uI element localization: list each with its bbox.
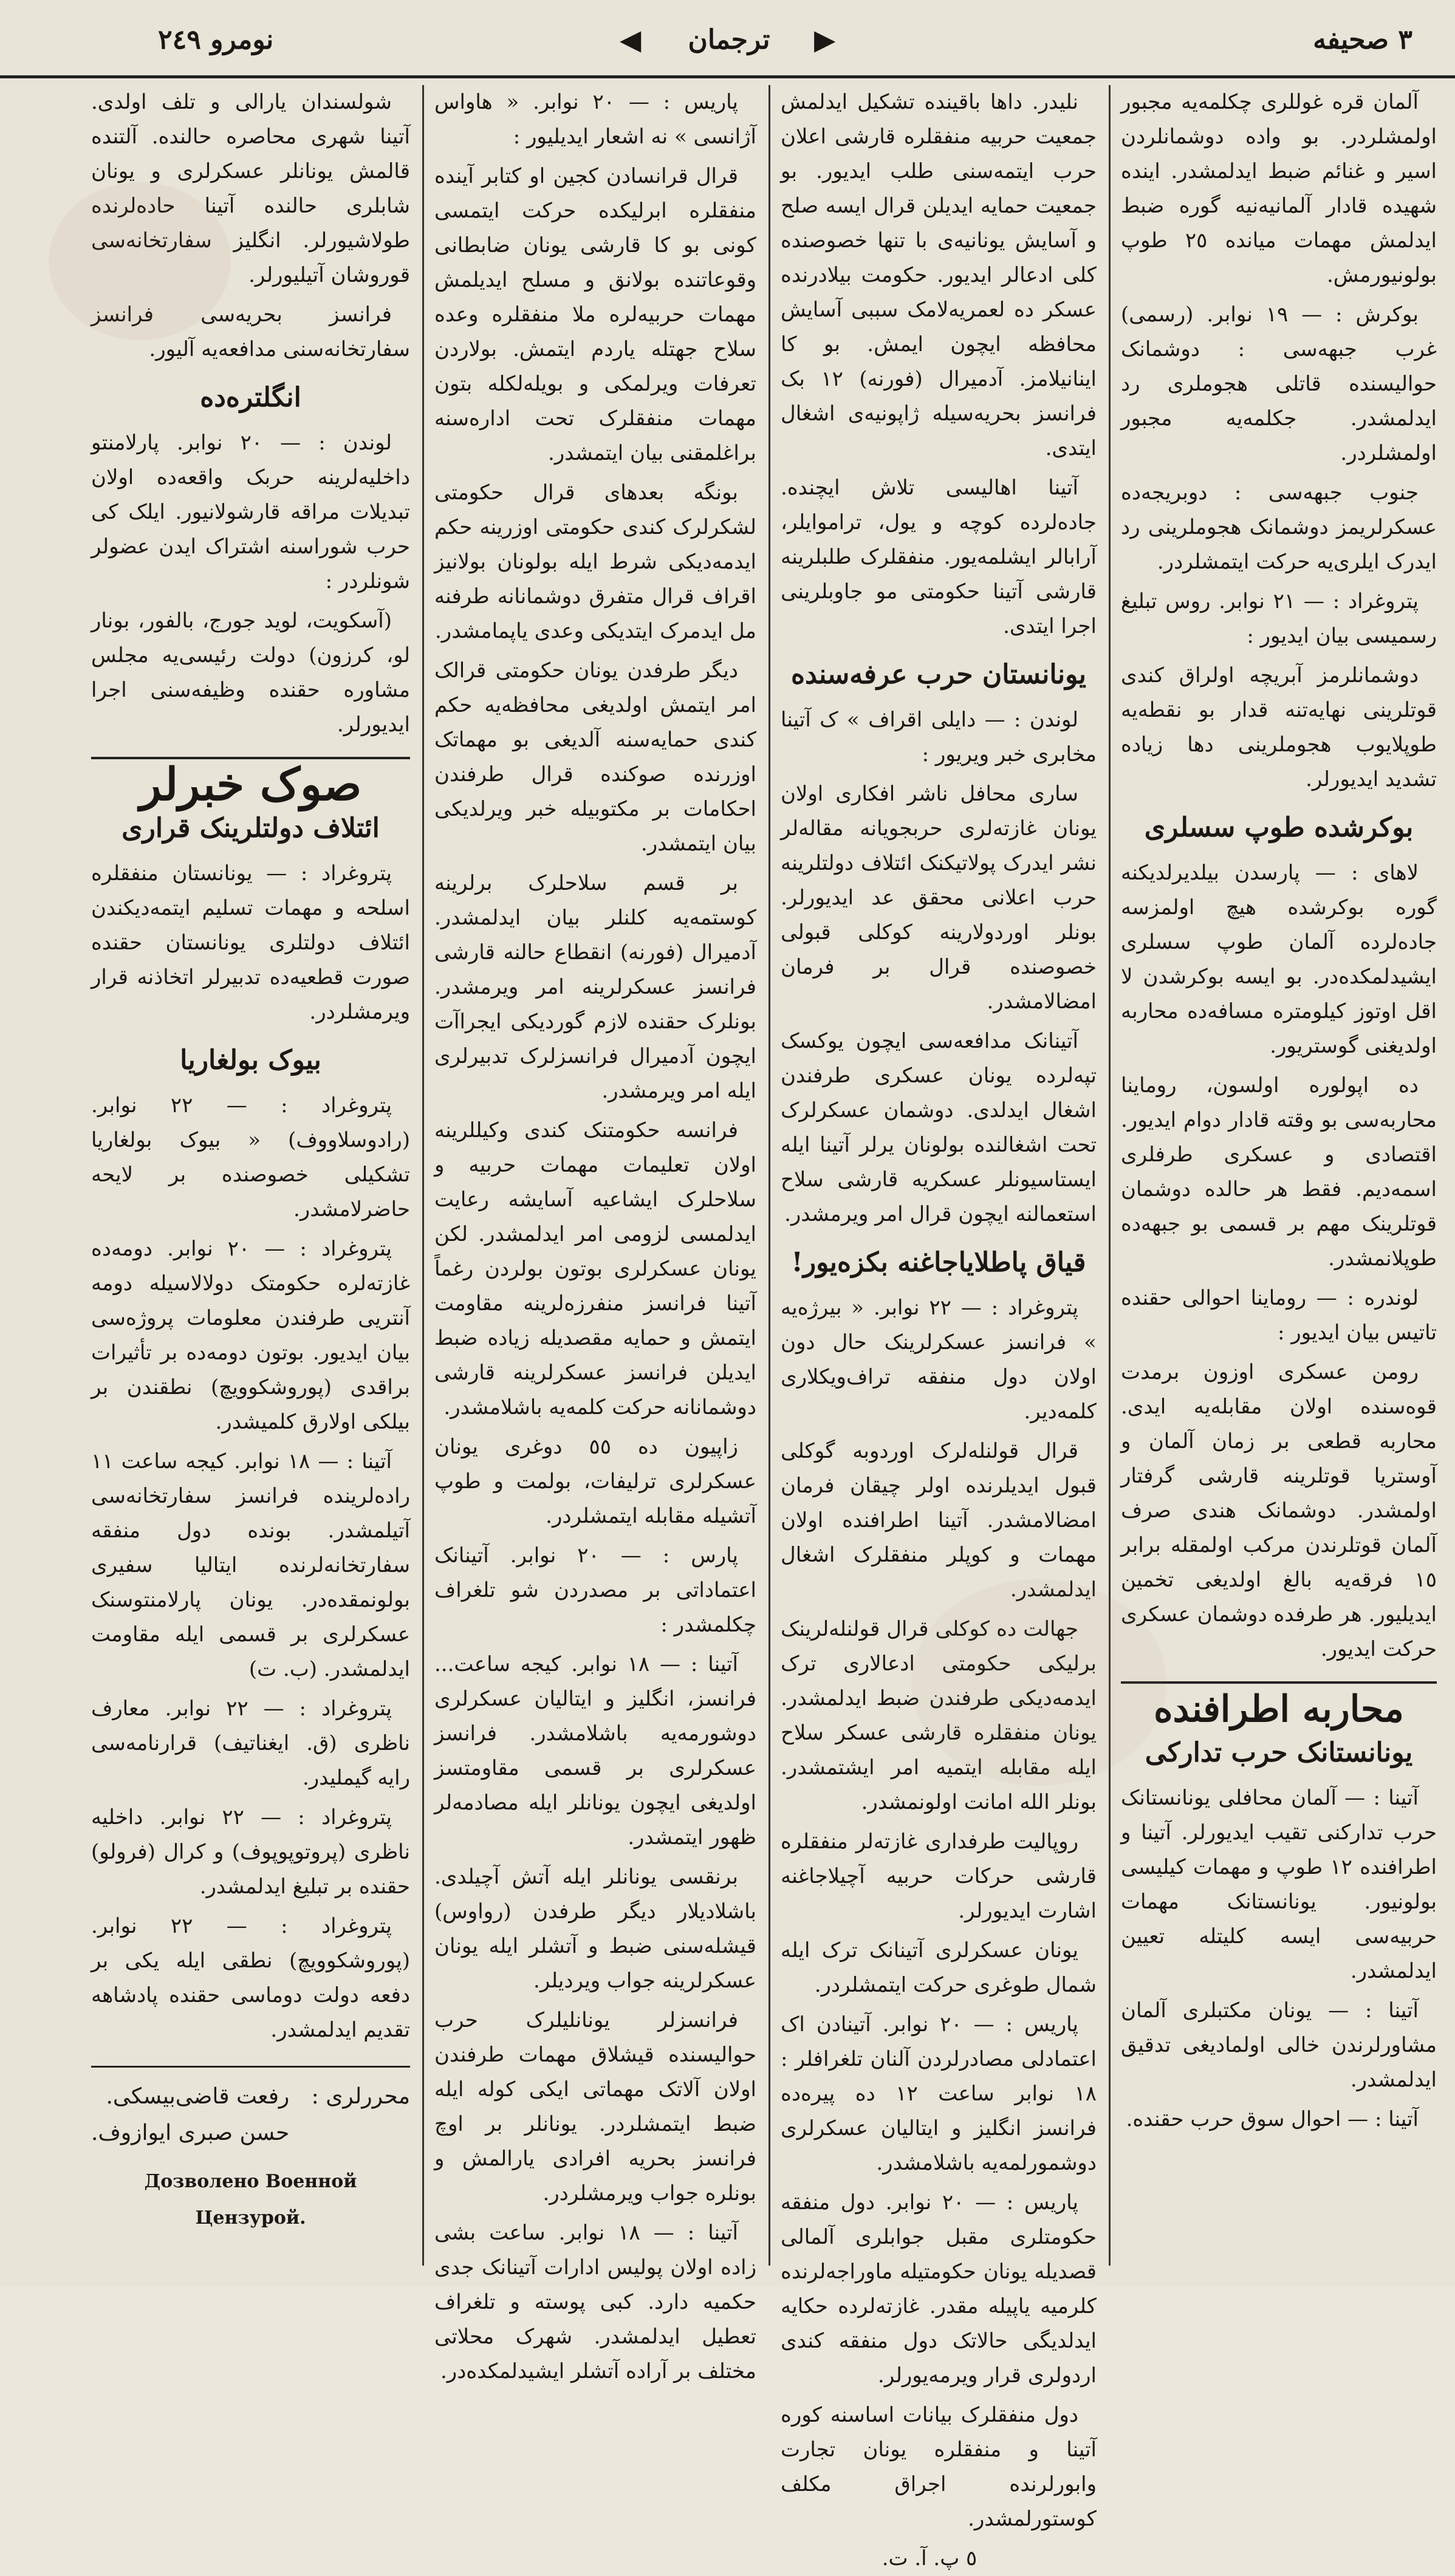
- section-heading-large: محاربه اطرافنده: [1121, 1681, 1437, 1727]
- paragraph: فرانسزلر یونانلیلرک حرب حوالیسنده قیشلاق مهمات طرفندن اولان آلاتک مهماتی ایکی کوله ایله ضبط ایتمشلردر. یونانلر بر اوچ فرانسز بحریه افرادی یارالمش و بونلره جواب ویرمشلردر.: [434, 2008, 756, 2205]
- column-divider: [1109, 85, 1111, 2266]
- paragraph: آتینا : — آلمان محافلی یونانستانک حرب تدارکنی تقیب ایدیورلر. آتینا و اطرافنده ١٢ طوپ و مهمات کیلیسی بولونیور. یونانستانک مهمات حربیه‌سی ایسه کلیتله تعیین ایدلمشدر.: [1121, 1786, 1437, 1983]
- paragraph: آلمان قره غوللری چکلمه‌یه مجبور اولمشلردر. بو واده دوشمانلردن اسیر و غنائم ضبط ایدلمشدر. اینده شهیده قادار آلمانیه‌نیه گوره ضبط ایدلمش مهمات میانده ٢٥ طوپ بولونیورمش.: [1121, 90, 1437, 287]
- paragraph: قرال قولنله‌لرک اوردوبه گوکلی قبول ایدیلرنده اولر چیقان فرمان امضالامشدر. آتینا اطرافنده اولان مهمات و کوپلر منفقلرک اشغال ایدلمشدر.: [781, 1439, 1097, 1602]
- paragraph: آتینانک مدافعه‌سی ایچون یوکسک تپه‌لرده یونان عسکری طرفندن اشغال ایدلدی. دوشمان عسکرلرک تحت اشغالنده بولونان یرلر آتینا ایله ایستاسیونلر عسکریه قارشی سلاح استعمالنه ایچون قرال امر ویرمشدر.: [781, 1029, 1097, 1226]
- paragraph: بونگه بعدهای قرال حکومتی لشکرلرک کندی حکومتی اوزرینه حکم ایدمه‌دیکی شرط ایله بولونان بولانیز اقراف قرال متفرق دوشمانانه طرفنه مل ایدمرک ایتدیکی وعدی یاپمامشدر.: [434, 480, 756, 643]
- censor-stamp: Дозволено Военной Цензурой.: [144, 2171, 357, 2229]
- editor-name: حسن صبری ایوازوف.: [91, 2120, 290, 2145]
- editors-signature: [91, 2066, 410, 2236]
- editors-label: محررلری :: [311, 2084, 410, 2109]
- issue-number: نومرو ٢٤٩: [158, 24, 274, 55]
- right-ornament-icon: ▶: [814, 23, 836, 56]
- paragraph: آتینا : — ١٨ نوابر. کیجه ساعت... فرانسز، انگلیز و ایتالیان عسکرلری دوشورمه‌یه باشلامشدر. فرانسز عسکرلری بر قسمی مقاومتسز اولدیغی ایچون یونانلر ایله مصادمه‌لر ظهور ایتمشدر.: [434, 1652, 756, 1850]
- section-heading: انگلتره‌ده: [200, 382, 301, 413]
- paragraph: لوندن : — ٢٠ نوابر. پارلامنتو داخلیه‌لرینه حربک واقعه‌ده اولان تبدیلات مراقه قارشولانیور. ایلک کی حرب شوراسنه اشتراک ایدن عضولر شونلردر :: [91, 431, 410, 593]
- paragraph: پتروغراد : — ٢١ نوابر. روس تبلیغ رسمیسی بیان ایدیور :: [1121, 589, 1437, 648]
- paragraph: شولسندان یارالی و تلف اولدی. آتینا شهری محاصره حالنده. آلتنده قالمش یونانلر عسکرلری و یونان شابلری حالنده آتینا حاده‌لرنده طولاشیورلر. انگلیز سفارتخانه‌سی قوروشان آتیلیورلر.: [91, 90, 410, 287]
- section-heading: یونانستان حرب عرفه‌سنده: [790, 659, 1087, 690]
- paragraph: جهالت ده کوکلی قرال قولنله‌لرینک برلیکی حکومتی ادعالاری ترک ایدمه‌دیکی طرفندن ضبط ایدلمشدر. یونان منفقلره قارشی عسکر سلاح ایله مقابله ایتمیه امر ایشتمشدر. بونلر الله امانت اولونمشدر.: [781, 1617, 1097, 1814]
- paragraph: پتروغراد : — ٢٢ نوابر. معارف ناظری (ق. ایغناتیف) قرارنامه‌سی رایه گیملیدر.: [91, 1696, 410, 1790]
- paragraph: فرانسه حکومتنک کندی وکیللرینه اولان تعلیمات مهمات حربیه و سلاحلرک ایشاعیه آسایشه رعایت ایدلمسی لزومی امر ایدلمشدر. لکن یونان عسکرلری بوتون بولردن رغماً آتینا فرانسز منفرزه‌لرینه مقاومت ایتمش و حمایه مقصدیله زیاده ضبط ایدیلن فرانسز عسکرلرینه قارشی دوشمانانه حرکت کلمه‌یه باشلامشدر.: [434, 1118, 756, 1420]
- paragraph: لوندره : — روماینا احوالی حقنده تاتیس بیان ایدیور :: [1121, 1286, 1437, 1345]
- column-3: [434, 85, 756, 2383]
- paragraph: زاپیون ده ٥٥ دوغری یونان عسکرلری ترلیفات، بولمت و طوپ آتشیله مقابله ایتمشلردر.: [434, 1435, 756, 1528]
- paragraph: پتروغراد : — ٢٢ نوابر. « بیرژه‌یه » فرانسز عسکرلرینک حال دون اولان دول منفقه تراف‌ویکلاری کلمه‌دیر.: [781, 1296, 1097, 1424]
- column-2: [781, 85, 1097, 2571]
- paragraph: پتروغراد : — ٢٢ نوابر. (پوروشکوویچ) نطقی ایله یکی بر دفعه دولت دوماسی حقنده پادشاهه تقدیم ایدلمشدر.: [91, 1914, 410, 2042]
- paragraph: (آسکویت، لوید جورج، بالفور، بونار لو، کرزون) دولت رئیسی‌یه مجلس مشاوره حقنده وظیفه‌سنی اجرا ایدیورلر.: [91, 609, 410, 737]
- paragraph: پتروغراد : — ٢٠ نوابر. دومه‌ده غازته‌لره حکومتک دولالاسیله دومه آنتریی طرفندن معلومات پروژه‌سی بیان ایدیور. بوتون دومه‌ده بر تأثیرات براقدی (پوروشکوویچ) نطقندن بر بیلکی اولارق کلمیشدر.: [91, 1237, 410, 1434]
- paragraph: ساری محافل ناشر افکاری اولان یونان غازته‌لری حربجویانه مقاله‌لر نشر ایدرک پولاتیکنک ائتلاف دولتلرینه حرب اعلانی محقق عد ایدیورلر. بونلر اوردولارینه کوکلی قبولی خصوصنده قرال بر فرمان امضالامشدر.: [781, 782, 1097, 1014]
- paragraph: بر قسم سلاحلرک برلرینه کوستمه‌یه کلنلر بیان ایدلمشدر. آدمیرال (فورنه) انقطاع حالنه قارشی فرانسز عسکرلرینه امر ویرمشدر. بونلرک حقنده لازم گوردیکی ایجراآت ایچون آدمیرال فرانسزلرک تدبیرلری ایله امر ویرمشدر.: [434, 871, 756, 1103]
- column-1: [1121, 85, 1437, 2266]
- header-rule: [0, 75, 1455, 78]
- paragraph: آتینا : — احوال سوق حرب حقنده.: [1126, 2107, 1419, 2131]
- paragraph: پتروغراد : — ٢٢ نوابر. (رادوسلاووف) « بیوک بولغاریا تشکیلی خصوصنده بر لایحه حاضرلامشدر.: [91, 1093, 410, 1221]
- paragraph: قرال قرانسادن کجین او کتابر آینده منفقلره ابرلیکده حرکت ایتمسی کونی بو کا قارشی یونان ضابطانی وقوعاتنده بولانق و مسلح ایدیلمش مهمات حربیه‌لره ملا منفقلره وعده سلاح جهتله یاردم ایتمش. بولاردن تعرفات ویرلمکی و بویله‌لکله بتون مهمات منفقلرک تحت اداره‌سنه براغلمقنی بیان ایتمشدر.: [434, 164, 756, 465]
- column-divider: [769, 85, 770, 2266]
- latest-news-heading: صوک خبرلر: [91, 757, 410, 802]
- paragraph: رومن عسکری اوزون برمدت قوه‌سنده اولان مقابله‌یه ایدی. محاربه قطعی بر زمان آلمان و آوستریا قوتلرینه قارشی گرفتار اولمشدر. دوشمانک هندی صرف آلمان قوتلرندن مرکب اولمقله برابر ١٥ فرقه‌یه بالغ اولدیغی تخمین ایدیلیور. هر طرفده دوشمان عسکری حرکت ایدیور.: [1121, 1360, 1437, 1661]
- section-heading: بیوک بولغاریا: [180, 1045, 321, 1076]
- paragraph: روپالیت طرفداری غازته‌لر منفقلره قارشی حرکات حربیه آچیلاجاغنه اشارت ایدیورلر.: [781, 1830, 1097, 1923]
- paragraph: پتروغراد : — یونانستان منفقلره اسلحه و مهمات تسلیم ایتمه‌دیکندن ائتلاف دولتلری یونانستان حقنده صورت قطعیه‌ده تدبیرلر اتخاذنه قرار ویرمشلردر.: [91, 861, 410, 1024]
- paragraph: لوندن : — دایلی اقراف » ک آتینا مخابری خبر ویریور :: [781, 708, 1097, 767]
- paragraph: پاریس : — ٢٠ نوابر. دول منفقه حکومتلری مقبل جوابلری آلمالی قصدیله یونان حکومتیله ماوراجه‌لرنده کلرمیه یاپیله مقدر. غازته‌لرده حکایه ایدلدیگی حالاتک دول منفقه کندی اردولری قرار ویرمه‌یورلر.: [781, 2190, 1097, 2388]
- paragraph: نلیدر. داها باقینده تشکیل ایدلمش جمعیت حربیه منفقلره قارشی اعلان حرب ایتمه‌سنی طلب ایدیور. بو جمعیت حمایه ایدیلن قرال ایسه صلح و آسایش یونانیه‌ی با تنها خصوصنده کلی ادعالر ایدیور. حکومت بیلادرنده عسکر ده لعمریه‌لامک سببی آسایش محافظه ایچون ایمش. بو کا اینانیلامز. آدمیرال (فورنه) ١٢ بک فرانسز بحریه‌سیله ژاپونیه‌ی اشغال ایتدی.: [781, 90, 1097, 460]
- paragraph: دول منفقلرک بیانات اساسنه کوره آتینا و منفقلره یونان تجارت وابورلرنده اجراق مکلف کوستورلمشدر.: [781, 2403, 1097, 2531]
- paragraph: پتروغراد : — ٢٢ نوابر. داخلیه ناظری (پروتوپوپوف) و کرال (فرولو) حقنده بر تبلیغ ایدلمشدر.: [91, 1805, 410, 1899]
- paragraph: دیگر طرفدن یونان حکومتی قرالک امر ایتمش اولدیغی محافظه‌یه حکم کندی حمایه‌سنه آلدیغی بو مهماتک اوزرنده صوکنده قرال طرفندن احکامات بر مکتوبیله خبر ویرلدیکی بیان ایتمشدر.: [434, 658, 756, 856]
- paragraph: دوشمانلرمز آبریچه اولراق کندی قوتلرینی نهایه‌تنه قدار بو نقطه‌یه طوپلایوب هجوملرینی دها زیاده تشدید ایدیورلر.: [1121, 663, 1437, 791]
- paragraph: آتینا : — ١٨ نوابر. کیجه ساعت ١١ راده‌لرینده فرانسز سفارتخانه‌سی آتیلمشدر. بونده دول منفقه سفارتخانه‌لرنده ایتالیا سفیری بولونمقده‌در. یونان پارلامنتوسنک عسکرلری بر قسمی ایله مقاومت ایدلمشدر. (ب. ت): [91, 1449, 410, 1681]
- left-ornament-icon: ◀: [620, 23, 642, 56]
- paragraph: فرانسز بحریه‌سی فرانسز سفارتخانه‌سنی مدافعه‌یه آلیور.: [91, 302, 410, 361]
- paragraph: آتینا : — یونان مکتبلری آلمان مشاورلرندن خالی اولمادیغی تدقیق ایدلمشدر.: [1121, 1998, 1437, 2092]
- section-heading: بوکرشده طوپ سسلری: [1144, 812, 1414, 843]
- column-divider: [422, 85, 424, 2266]
- section-subheading: ائتلاف دولتلرینک قراری: [122, 813, 380, 844]
- paragraph: یونان عسکرلری آتینانک ترک ایله شمال طوغری حرکت ایتمشلردر.: [781, 1938, 1097, 1997]
- page-number-label: ٣ صحيفه: [1313, 24, 1412, 55]
- page-header: [0, 0, 1455, 73]
- column-4: [91, 85, 410, 2266]
- paragraph: پارس : — ٢٠ نوابر. آتینانک اعتماداتی بر مصدردن شو تلغراف چکلمشدر :: [434, 1543, 756, 1637]
- paragraph: ده اپولوره اولسون، روماینا محاربه‌سی بو وقته قادار دوام ایدیور. اقتصادی و عسکری طرفلری اسمه‌دیم. فقط هر حالده دوشمان قوتلرینک مهم بر قسمی بو جبهه‌ده طوپلانمشدر.: [1121, 1073, 1437, 1271]
- paragraph: آتینا اهالیسی تلاش ایچنده. جاده‌لرده کوچه و یول، تراموایلر، آرابالر ایشلمه‌یور. منفقلرک طلبلرینه قارشی آتینا حکومتی مو جاوبلرینی اجرا ایتدی.: [781, 476, 1097, 638]
- paragraph: بوکرش : — ١٩ نوابر. (رسمی) غرب جبهه‌سی : دوشمانک حوالیسنده قاتلی هجوملری رد ایدلمشدر. جکلمه‌یه مجبور اولمشلردر.: [1121, 302, 1437, 465]
- paragraph: ٥ پ. آ. ت.: [882, 2546, 977, 2571]
- section-heading: قیاق پاطلایاجاغنه بکزه‌یور!: [791, 1247, 1086, 1278]
- paragraph: جنوب جبهه‌سی : دوبریجه‌ده عسکرلریمز دوشمانک هجوملرینی رد ایدرک ایلری‌یه حرکت ایتمشلردر.: [1121, 480, 1437, 574]
- paragraph: آتینا : — ١٨ نوابر. ساعت بشی زاده اولان پولیس ادارات آتینانک جدی حکمیه دارد. کبی پوسته و تلغراف تعطیل ایدلمشدر. شهرک محلاتی مختلف بر آراده آتشلر ایشیدلمکده‌در.: [434, 2221, 756, 2383]
- paragraph: پاریس : — ٢٠ نوابر. « هاواس آژانسی » نه اشعار ایدیلیور :: [434, 90, 756, 149]
- paragraph: لاهای : — پارسدن بیلدیرلدیکنه گوره بوکرشده هیچ اولمزسه جاده‌لرده آلمان طوپ سسلری ایشیدلمکده‌در. بو ایسه بوکرشدن لا اقل اوتوز کیلومتره مسافه‌ده محاربه اولدیغنی گوستریور.: [1121, 861, 1437, 1058]
- editor-name: رفعت قاضی‌بیسکی.: [106, 2084, 290, 2109]
- paragraph: پاریس : — ٢٠ نوابر. آتینادن اک اعتمادلی مصادرلردن آلنان تلغرافلر : ١٨ نوابر ساعت ١٢ ده پیره‌ده فرانسز انگلیز و ایتالیان عسکرلری دوشمورلمه‌یه باشلامشدر.: [781, 2012, 1097, 2175]
- paragraph: برنقسی یونانلر ایله آتش آچیلدی. باشلادیلار دیگر طرفدن (رواوس) قیشله‌سنی ضبط و آتشلر ایله یونان عسکرلرینه جواب ویردیلر.: [434, 1865, 756, 1993]
- section-subheading: یونانستانک حرب تدارکی: [1145, 1737, 1413, 1768]
- paper-name: ترجمان: [688, 24, 770, 55]
